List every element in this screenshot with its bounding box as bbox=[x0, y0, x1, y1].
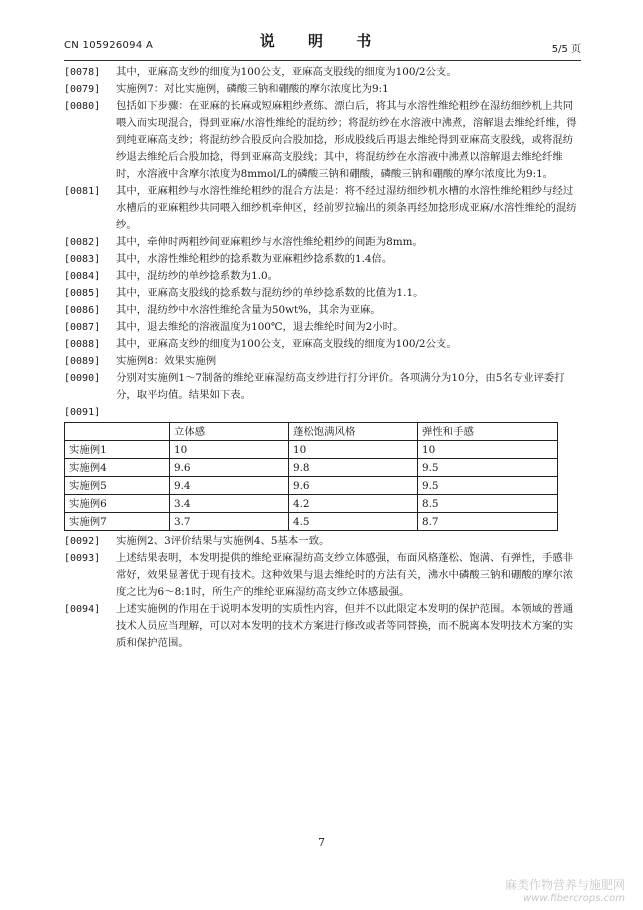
paragraph-text: 其中，水溶性维纶粗纱的捻系数为亚麻粗纱捻系数的1.4倍。 bbox=[116, 253, 393, 265]
table-cell: 3.4 bbox=[170, 495, 289, 513]
table-cell: 9.5 bbox=[418, 459, 558, 477]
paragraph-number: [0094] bbox=[64, 604, 101, 615]
table-cell: 实施例7 bbox=[65, 513, 170, 531]
table-cell: 9.6 bbox=[170, 459, 289, 477]
table-cell: 9.8 bbox=[289, 459, 418, 477]
table-row bbox=[65, 441, 558, 459]
paragraph bbox=[64, 183, 582, 234]
table-cell: 实施例5 bbox=[65, 477, 170, 495]
paragraph-number: [0083] bbox=[64, 254, 101, 265]
table-cell: 9.4 bbox=[170, 477, 289, 495]
paragraph-number: [0081] bbox=[64, 186, 101, 197]
paragraph-list-bottom bbox=[64, 533, 582, 652]
paragraph-number: [0092] bbox=[64, 536, 101, 547]
paragraph bbox=[64, 251, 582, 268]
table-row bbox=[65, 513, 558, 531]
paragraph-text: 包括如下步骤：在亚麻的长麻或短麻粗纱煮练、漂白后，将其与水溶性维纶粗纱在湿纺细纱机上共同喂入而实现混合，得到亚麻/水溶性维纶的混纺纱；将混纺纱在水溶液中沸煮，溶解退去维纶纤维，得到纯亚麻高支纱；将混纺纱合股反向合股加捻，形成股线后再退去维纶得到亚麻高支股线，或将混纺纱退去维纶后合股加捻，得到亚麻高支股线；其中，将混纺纱在水溶液中沸煮以溶解退去维纶纤维时，水溶液中含摩尔浓度为8mmol/L的磷酸三钠和硼酸，磷酸三钠和硼酸的摩尔浓度比为9:1。 bbox=[116, 100, 577, 180]
page-indicator: 5/5 页 bbox=[551, 44, 581, 55]
paragraph bbox=[64, 336, 582, 353]
paragraph-text: 其中，牵伸时两粗纱间亚麻粗纱与水溶性维纶粗纱的间距为8mm。 bbox=[116, 236, 423, 248]
page-header bbox=[64, 30, 581, 56]
paragraph-text: 其中，亚麻高支股线的捻系数与混纺纱的单纱捻系数的比值为1.1。 bbox=[116, 287, 424, 299]
paragraph-number: [0093] bbox=[64, 553, 101, 564]
table-cell: 8.7 bbox=[418, 513, 558, 531]
paragraph-number: [0086] bbox=[64, 305, 101, 316]
table-cell: 4.2 bbox=[289, 495, 418, 513]
paragraph-number: [0079] bbox=[64, 84, 101, 95]
document-title: 说 明 书 bbox=[259, 32, 386, 50]
paragraph bbox=[64, 81, 582, 98]
paragraph-number: [0085] bbox=[64, 288, 101, 299]
paragraph-text: 分别对实施例1～7制备的维纶亚麻湿纺高支纱进行打分评价。各项满分为10分，由5名专业评委打分，取平均值。结果如下表。 bbox=[116, 372, 565, 401]
paragraph-text: 实施例8：效果实施例 bbox=[116, 355, 217, 367]
table-cell: 实施例1 bbox=[65, 441, 170, 459]
paragraph bbox=[64, 302, 582, 319]
table-cell: 3.7 bbox=[170, 513, 289, 531]
paragraph bbox=[64, 370, 582, 404]
table-cell: 8.5 bbox=[418, 495, 558, 513]
paragraph-text: 实施例2、3评价结果与实施例4、5基本一致。 bbox=[116, 535, 330, 547]
table-header-row bbox=[65, 423, 558, 441]
paragraph-number: [0087] bbox=[64, 322, 101, 333]
table-header-cell: 弹性和手感 bbox=[418, 423, 558, 441]
table-cell: 10 bbox=[170, 441, 289, 459]
table-row bbox=[65, 495, 558, 513]
paragraph bbox=[64, 64, 582, 81]
paragraph-text: 其中，亚麻高支纱的细度为100公支，亚麻高支股线的细度为100/2公支。 bbox=[116, 66, 457, 78]
paragraph-number: [0091] bbox=[64, 407, 101, 418]
table-row bbox=[65, 477, 558, 495]
paragraph-number: [0080] bbox=[64, 101, 101, 112]
paragraph-text: 上述结果表明，本发明提供的维纶亚麻湿纺高支纱立体感强，布面风格蓬松、饱满、有弹性，手感非常好，效果显著优于现有技术。这种效果与退去维纶时的方法有关，沸水中磷酸三钠和硼酸的摩尔浓度之比为6～8:1时，所生产的维纶亚麻湿纺高支纱立体感最强。 bbox=[116, 552, 574, 598]
watermark-url: www.fibercrops.com bbox=[523, 893, 625, 904]
table-cell: 10 bbox=[418, 441, 558, 459]
paragraph bbox=[64, 353, 582, 370]
paragraph-number: [0088] bbox=[64, 339, 101, 350]
paragraph bbox=[64, 234, 582, 251]
table-cell: 实施例4 bbox=[65, 459, 170, 477]
paragraph bbox=[64, 98, 582, 183]
page-number: 7 bbox=[318, 836, 325, 849]
paragraph-text: 其中，亚麻粗纱与水溶性维纶粗纱的混合方法是：将不经过湿纺细纱机水槽的水溶性维纶粗纱与经过水槽后的亚麻粗纱共同喂入细纱机牵伸区，经前罗拉输出的须条再经加捻形成亚麻/水溶性维纶的混纺纱。 bbox=[116, 185, 577, 231]
paragraph bbox=[64, 550, 582, 601]
paragraph-text: 其中，亚麻高支纱的细度为100公支，亚麻高支股线的细度为100/2公支。 bbox=[116, 338, 457, 350]
paragraph-text: 其中，混纺纱中水溶性维纶含量为50wt%，其余为亚麻。 bbox=[116, 304, 381, 316]
paragraph-text: 实施例7：对比实施例，磷酸三钠和硼酸的摩尔浓度比为9:1 bbox=[116, 83, 389, 95]
watermark-site-name: 麻类作物营养与施肥网 bbox=[504, 878, 625, 892]
paragraph bbox=[64, 601, 582, 652]
table-header-cell: 蓬松饱满风格 bbox=[289, 423, 418, 441]
table-cell: 9.5 bbox=[418, 477, 558, 495]
paragraph-number: [0084] bbox=[64, 271, 101, 282]
table-header-cell: 立体感 bbox=[170, 423, 289, 441]
paragraph-text: 其中，混纺纱的单纱捻系数为1.0。 bbox=[116, 270, 278, 282]
results-table bbox=[64, 422, 558, 531]
paragraph bbox=[64, 319, 582, 336]
table-header-cell bbox=[65, 423, 170, 441]
paragraph bbox=[64, 268, 582, 285]
paragraph bbox=[64, 533, 582, 550]
paragraph-list-top bbox=[64, 64, 582, 404]
paragraph-text: 其中，退去维纶的溶液温度为100℃，退去维纶时间为2小时。 bbox=[116, 321, 404, 333]
paragraph-number: [0089] bbox=[64, 356, 101, 367]
table-cell: 9.6 bbox=[289, 477, 418, 495]
paragraph-number: [0078] bbox=[64, 67, 101, 78]
table-cell: 10 bbox=[289, 441, 418, 459]
paragraph bbox=[64, 285, 582, 302]
document-number: CN 105926094 A bbox=[64, 40, 154, 51]
paragraph-number: [0090] bbox=[64, 373, 101, 384]
table-cell: 实施例6 bbox=[65, 495, 170, 513]
table-cell: 4.5 bbox=[289, 513, 418, 531]
document-body bbox=[64, 64, 582, 652]
header-rule bbox=[64, 60, 581, 61]
paragraph-text: 上述实施例的作用在于说明本发明的实质性内容，但并不以此限定本发明的保护范围。本领域的普通技术人员应当理解，可以对本发明的技术方案进行修改或者等同替换，而不脱离本发明技术方案的实质和保护范围。 bbox=[116, 603, 574, 649]
table-row bbox=[65, 459, 558, 477]
paragraph-0091 bbox=[64, 404, 582, 421]
paragraph-number: [0082] bbox=[64, 237, 101, 248]
watermark bbox=[505, 876, 625, 904]
